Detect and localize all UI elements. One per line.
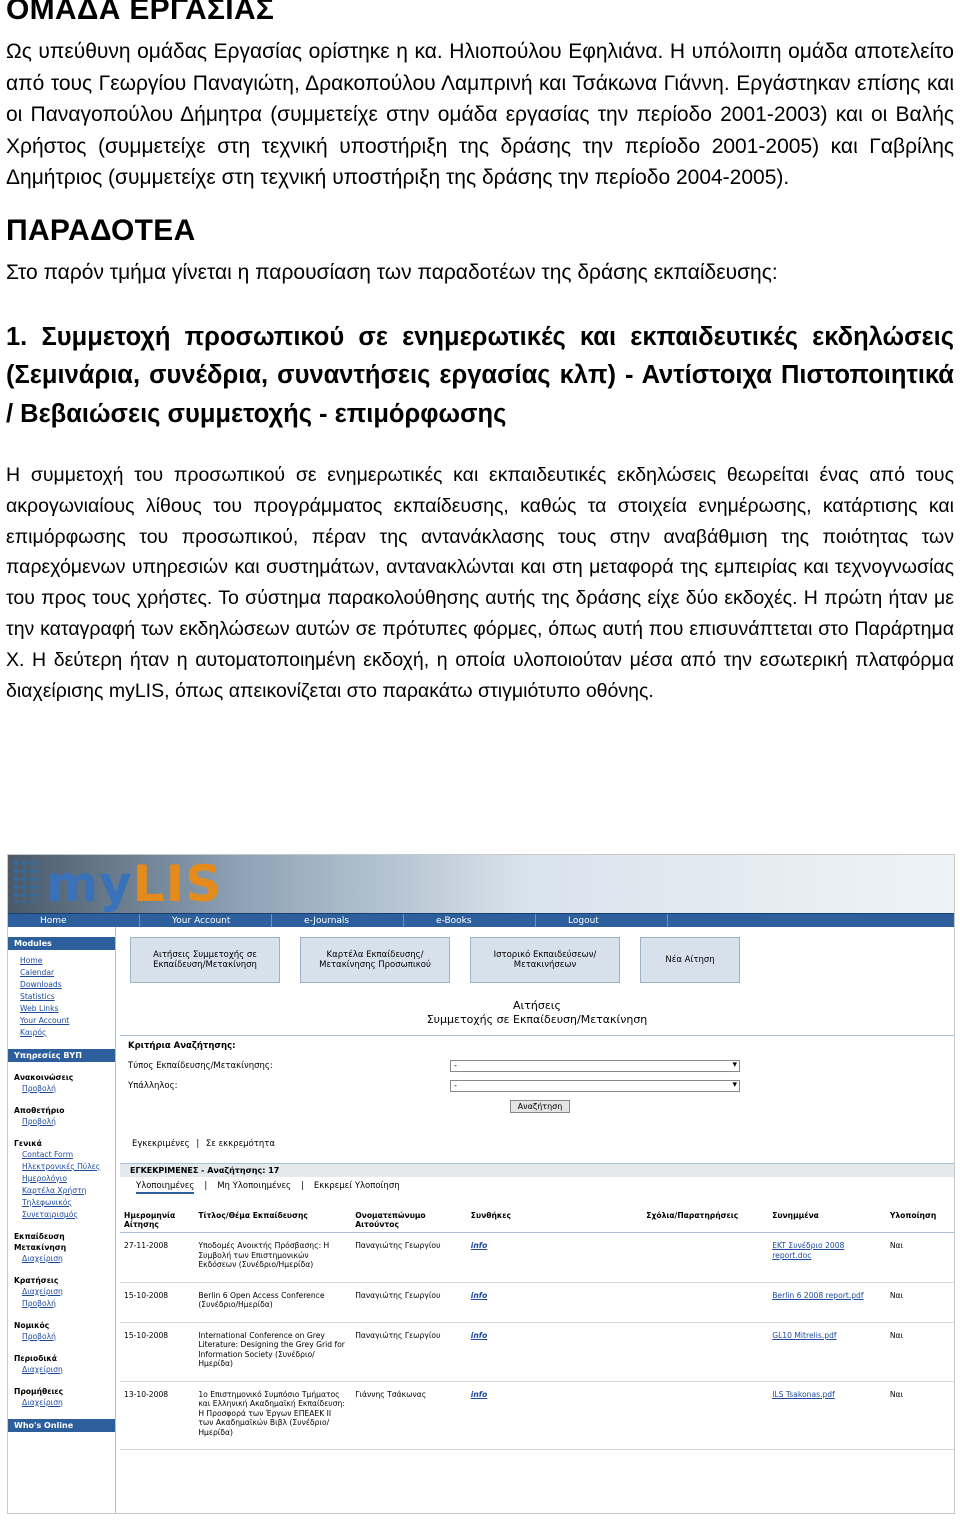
module-link[interactable]: Your Account	[20, 1016, 70, 1025]
criteria-row	[120, 1036, 954, 1056]
sidebar-link[interactable]: Διαχείριση	[22, 1287, 63, 1296]
tab-separator: |	[196, 1139, 200, 1149]
cell-notes	[642, 1322, 768, 1381]
cell-date: 13-10-2008	[120, 1381, 194, 1450]
tab-pending[interactable]: Σε εκκρεμότητα	[205, 1139, 276, 1149]
sidebar-link[interactable]: Διαχείριση	[22, 1365, 63, 1374]
cell-done: Ναι	[886, 1233, 954, 1283]
col-title: Τίτλος/Θέμα Εκπαίδευσης	[194, 1208, 351, 1233]
tab-approved[interactable]: Εγκεκριμένες	[132, 1139, 190, 1149]
cell-title: Berlin 6 Open Access Conference (Συνέδριο/Ημερίδα)	[194, 1282, 351, 1322]
sidebar-link[interactable]: Τηλεφωνικός	[22, 1198, 72, 1207]
cell-file[interactable]: Berlin 6 2008 report.pdf	[768, 1282, 886, 1322]
cell-notes	[642, 1233, 768, 1283]
module-link[interactable]: Home	[20, 956, 43, 965]
sidebar-section-title: Περιοδικά	[14, 1354, 57, 1363]
main-panel	[120, 927, 954, 1513]
sidebar-sections	[8, 1072, 115, 1409]
cell-date: 15-10-2008	[120, 1282, 194, 1322]
form-title-line2: Συμμετοχής σε Εκπαίδευση/Μετακίνηση	[426, 1013, 648, 1026]
sidebar-section-title: Νομικός	[14, 1321, 50, 1330]
module-link[interactable]: Calendar	[20, 968, 55, 977]
table-body	[120, 1233, 954, 1450]
cell-done: Ναι	[886, 1322, 954, 1381]
logo-lis: LIS	[132, 855, 223, 913]
cell-name: Παναγιώτης Γεωργίου	[351, 1282, 467, 1322]
employee-select[interactable]: - ▾	[450, 1080, 740, 1092]
sidebar-link[interactable]: Contact Form	[22, 1150, 74, 1159]
col-implemented: Υλοποίηση	[886, 1208, 954, 1233]
cell-name: Γιάννης Τσάκωνας	[351, 1381, 467, 1450]
mylis-screenshot	[7, 854, 955, 1514]
type-row	[120, 1056, 954, 1076]
nav-logout[interactable]: Logout	[536, 914, 668, 927]
sidebar-link[interactable]: Προβολή	[22, 1332, 56, 1341]
applications-table	[120, 1208, 954, 1450]
table-row	[120, 1322, 954, 1381]
cell-done: Ναι	[886, 1282, 954, 1322]
document	[6, 0, 954, 706]
nav-your-account[interactable]: Your Account	[140, 914, 272, 927]
module-link[interactable]: Καιρός	[20, 1028, 47, 1037]
cell-date: 15-10-2008	[120, 1322, 194, 1381]
logo-dots-icon	[12, 859, 40, 903]
table-row	[120, 1282, 954, 1322]
cell-notes	[642, 1282, 768, 1322]
sidebar-link[interactable]: Ημερολόγιο	[22, 1174, 67, 1183]
employee-label: Υπάλληλος:	[128, 1081, 178, 1091]
nav-home[interactable]: Home	[8, 914, 140, 927]
mylis-banner	[8, 855, 954, 913]
col-conditions: Συνθήκες	[467, 1208, 642, 1233]
cell-name: Παναγιώτης Γεωργίου	[351, 1322, 467, 1381]
cell-done: Ναι	[886, 1381, 954, 1450]
col-attachments: Συνημμένα	[768, 1208, 886, 1233]
module-link[interactable]: Statistics	[20, 992, 55, 1001]
sidebar-link[interactable]: Ηλεκτρονικές Πύλες	[22, 1162, 101, 1171]
sidebar-section-title: Εκπαίδευση Μετακίνηση	[14, 1232, 67, 1252]
cell-date: 27-11-2008	[120, 1233, 194, 1283]
table-row	[120, 1233, 954, 1283]
tab-pending-implementation[interactable]: Εκκρεμεί Υλοποίηση	[313, 1181, 400, 1191]
sidebar-link[interactable]: Προβολή	[22, 1117, 56, 1126]
cell-name: Παναγιώτης Γεωργίου	[351, 1233, 467, 1283]
nav-ejournals[interactable]: e-Journals	[272, 914, 404, 927]
sidebar-link[interactable]: Διαχείριση	[22, 1398, 63, 1407]
cell-file[interactable]: GL10 Mitrelis.pdf	[768, 1322, 886, 1381]
col-name: Ονοματεπώνυμο Αιτούντος	[351, 1208, 467, 1233]
sidebar-section-title: Ανακοινώσεις	[14, 1073, 74, 1082]
type-select[interactable]: - ▾	[450, 1060, 740, 1072]
paragraph-description: Η συμμετοχή του προσωπικού σε ενημερωτικές και εκπαιδευτικές εκδηλώσεις θεωρείται ένας από τους ακρογωνιαίους λίθους του προγράμματος εκπαίδευσης, καθώς τα στοιχεία ενημέρωσης, κατάρτισης και επιμόρφωσης του προσωπικού, πέραν της αντανάκλασης τους στην αναβάθμιση της ποιότητας των παρεχόμενων υπηρεσιών και συστημάτων, αντανακλώνται και στη μεταφορά της εμπειρίας και τεχνογνωσίας του προς τους χρήστες. Το σύστημα παρακολούθησης αυτής της δράσης είχε δύο εκδοχές. Η πρώτη ήταν με την καταγραφή των εκδηλώσεων αυτών σε πρότυπες φόρμες, όπως αυτή που επισυνάπτεται στο Παράρτημα Χ. Η δεύτερη ήταν η αυτοματοποιημένη εκδοχή, η οποία υλοποιούταν μέσα από την εσωτερική πλατφόρμα διαχείρισης myLIS, όπως απεικονίζεται στο παρακάτω στιγμιότυπο οθόνης.	[6, 464, 954, 702]
cell-file[interactable]: ILS Tsakonas.pdf	[768, 1381, 886, 1450]
cell-title: 1ο Επιστημονικό Συμπόσιο Τμήματος και Ελληνική Ακαδημαϊκή Εκπαίδευση: Η Προσφορά των Έργων ΕΠΕΑΕΚ ΙΙ των Ακαδημαϊκών Βιβλ (Συνέδριο/Ημερίδα)	[194, 1381, 351, 1450]
tab-separator: |	[300, 1181, 304, 1191]
top-nav	[8, 913, 954, 927]
cell-notes	[642, 1381, 768, 1450]
approved-count: ΕΓΚΕΚΡΙΜΕΝΕΣ - Αναζήτησης: 17	[120, 1163, 954, 1177]
applications-button[interactable]: Αιτήσεις Συμμετοχής σε Εκπαίδευση/Μετακίνηση	[130, 937, 280, 983]
form-title-line1: Αιτήσεις	[513, 999, 561, 1012]
sidebar-section-title: Κρατήσεις	[14, 1276, 59, 1285]
sidebar-link[interactable]: Καρτέλα Χρήστη	[22, 1186, 87, 1195]
training-card-button[interactable]: Καρτέλα Εκπαίδευσης/Μετακίνησης Προσωπικού	[300, 937, 450, 983]
nav-ebooks[interactable]: e-Books	[404, 914, 536, 927]
heading-work-team: ΟΜΑΔΑ ΕΡΓΑΣΙΑΣ	[6, 0, 275, 26]
search-button[interactable]: Αναζήτηση	[510, 1100, 570, 1113]
modules-header: Modules	[8, 937, 115, 950]
criteria-label: Κριτήρια Αναζήτησης:	[128, 1041, 236, 1051]
services-header: Υπηρεσίες ΒΥΠ	[8, 1049, 115, 1062]
top-buttons	[130, 937, 954, 983]
mylis-logo	[46, 855, 222, 913]
module-link[interactable]: Downloads	[20, 980, 62, 989]
col-notes: Σχόλια/Παρατηρήσεις	[642, 1208, 768, 1233]
sidebar-section-title: Γενικά	[14, 1139, 42, 1148]
tab-not-implemented[interactable]: Μη Υλοποιημένες	[217, 1181, 291, 1191]
sidebar-link[interactable]: Προβολή	[22, 1084, 56, 1093]
status-tabs	[120, 1139, 954, 1149]
cell-title: International Conference on Grey Literature: Designing the Grey Grid for Information Society (Συνέδριο/Ημερίδα)	[194, 1322, 351, 1381]
sidebar-link[interactable]: Συνεταιρισμός	[22, 1210, 78, 1219]
sidebar-section-title: Προμήθειες	[14, 1387, 64, 1396]
cell-info[interactable]: info	[467, 1233, 642, 1283]
table-header-row	[120, 1208, 954, 1233]
table-row	[120, 1381, 954, 1450]
type-label: Τύπος Εκπαίδευσης/Μετακίνησης:	[128, 1061, 273, 1071]
employee-row	[120, 1076, 954, 1096]
cell-file[interactable]: EKT Συνέδριο 2008 report.doc	[768, 1233, 886, 1283]
search-form	[120, 1035, 954, 1113]
col-date: Ημερομηνία Αίτησης	[120, 1208, 194, 1233]
logo-my: my	[46, 855, 133, 913]
sidebar-link[interactable]: Διαχείριση	[22, 1254, 63, 1263]
sidebar-section-title: Αποθετήριο	[14, 1106, 65, 1115]
cell-info[interactable]: info	[467, 1381, 642, 1450]
sub-tabs	[120, 1181, 954, 1194]
module-link[interactable]: Web Links	[20, 1004, 59, 1013]
tab-separator: |	[204, 1181, 208, 1191]
heading-deliverables: ΠΑΡΑΔΟΤΕΑ	[6, 213, 196, 247]
sidebar-link[interactable]: Προβολή	[22, 1299, 56, 1308]
paragraph-intro: Στο παρόν τμήμα γίνεται η παρουσίαση των παραδοτέων της δράσης εκπαίδευσης:	[6, 260, 778, 284]
history-button[interactable]: Ιστορικό Εκπαιδεύσεων/Μετακινήσεων	[470, 937, 620, 983]
cell-info[interactable]: info	[467, 1282, 642, 1322]
new-application-button[interactable]: Νέα Αίτηση	[640, 937, 740, 983]
paragraph-work-team: Ως υπεύθυνη ομάδας Εργασίας ορίστηκε η κα. Ηλιοπούλου Εφηλιάνα. Η υπόλοιπη ομάδα αποτελείτο από τους Γεωργίου Παναγιώτη, Δρακοπούλου Λαμπρινή και Τσάκωνα Γιάννη. Εργάστηκαν επίσης και οι Παναγοπούλου Δήμητρα (συμμετείχε στην ομάδα εργασίας την περίοδο 2001-2003) και οι Βαλής Χρήστος (συμμετείχε στη τεχνική υποστήριξη της δράσης την περίοδο 2001-2005) και Γαβρίλης Δημήτριος (συμμετείχε στη τεχνική υποστήριξη της δράσης την περίοδο 2004-2005).	[6, 40, 954, 189]
form-title	[120, 999, 954, 1027]
section-title: 1. Συμμετοχή προσωπικού σε ενημερωτικές και εκπαιδευτικές εκδηλώσεις (Σεμινάρια, συνέδρια, συναντήσεις εργασίας κλπ) - Αντίστοιχα Πιστοποιητικά / Βεβαιώσεις συμμετοχής - επιμόρφωσης	[6, 322, 954, 428]
left-sidebar	[8, 927, 116, 1513]
cell-title: Υποδομές Ανοικτής Πρόσβασης: Η Συμβολή των Επιστημονικών Εκδόσεων (Συνέδριο/Ημερίδα)	[194, 1233, 351, 1283]
whos-online-header: Who's Online	[8, 1419, 115, 1432]
cell-info[interactable]: info	[467, 1322, 642, 1381]
tab-implemented[interactable]: Υλοποιημένες	[136, 1181, 194, 1194]
